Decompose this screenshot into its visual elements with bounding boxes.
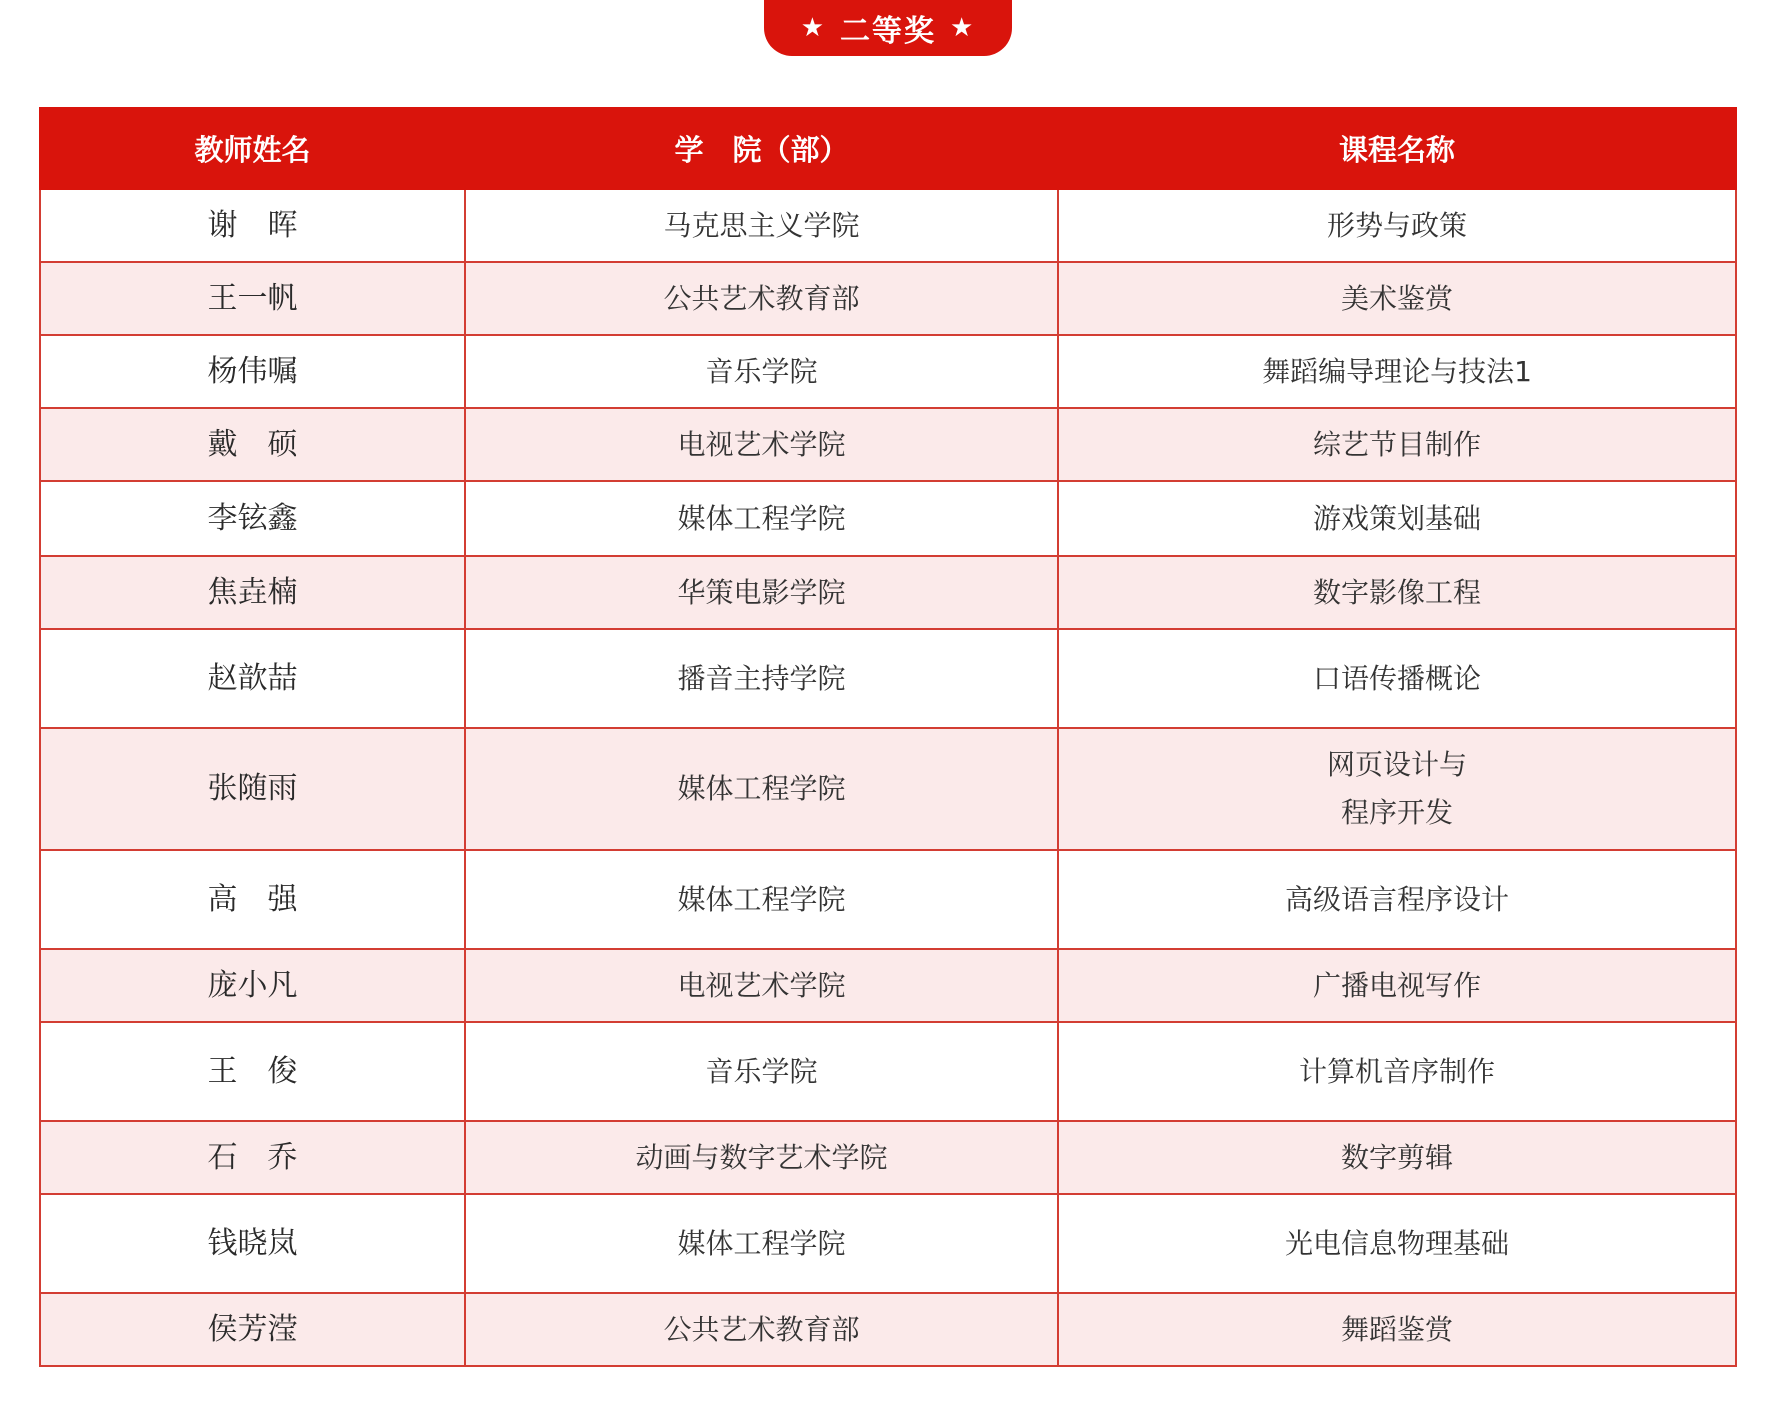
award-table bbox=[39, 107, 1737, 1367]
header-teacher-name: 教师姓名 bbox=[40, 108, 465, 189]
table-row bbox=[40, 1121, 1736, 1194]
course-cell: 广播电视写作 bbox=[1058, 949, 1736, 1022]
college-cell: 播音主持学院 bbox=[465, 629, 1058, 728]
course-cell: 数字剪辑 bbox=[1058, 1121, 1736, 1194]
teacher-name-cell: 焦垚楠 bbox=[40, 556, 465, 629]
table-row bbox=[40, 949, 1736, 1022]
college-cell: 媒体工程学院 bbox=[465, 728, 1058, 850]
teacher-name-cell: 谢 晖 bbox=[40, 189, 465, 262]
college-cell: 公共艺术教育部 bbox=[465, 262, 1058, 335]
course-cell: 舞蹈编导理论与技法1 bbox=[1058, 335, 1736, 408]
college-cell: 电视艺术学院 bbox=[465, 949, 1058, 1022]
course-line-1: 网页设计与 bbox=[1326, 748, 1467, 781]
table-header-row bbox=[40, 108, 1736, 189]
course-cell: 高级语言程序设计 bbox=[1058, 850, 1736, 949]
table-row bbox=[40, 1022, 1736, 1121]
college-cell: 媒体工程学院 bbox=[465, 481, 1058, 556]
table-row bbox=[40, 1293, 1736, 1366]
teacher-name-cell: 王一帆 bbox=[40, 262, 465, 335]
teacher-name-cell: 赵歆喆 bbox=[40, 629, 465, 728]
star-icon: ★ bbox=[950, 13, 976, 43]
teacher-name-cell: 戴 硕 bbox=[40, 408, 465, 481]
star-icon: ★ bbox=[800, 13, 826, 43]
course-cell: 舞蹈鉴赏 bbox=[1058, 1293, 1736, 1366]
award-title-badge bbox=[764, 0, 1012, 56]
table-row bbox=[40, 189, 1736, 262]
table-row bbox=[40, 481, 1736, 556]
course-cell: 形势与政策 bbox=[1058, 189, 1736, 262]
award-title: 二等奖 bbox=[840, 14, 936, 49]
teacher-name-cell: 钱晓岚 bbox=[40, 1194, 465, 1293]
teacher-name-cell: 王 俊 bbox=[40, 1022, 465, 1121]
college-cell: 华策电影学院 bbox=[465, 556, 1058, 629]
college-cell: 音乐学院 bbox=[465, 1022, 1058, 1121]
college-cell: 公共艺术教育部 bbox=[465, 1293, 1058, 1366]
college-cell: 音乐学院 bbox=[465, 335, 1058, 408]
college-cell: 马克思主义学院 bbox=[465, 189, 1058, 262]
award-table-container bbox=[39, 107, 1735, 1367]
course-cell: 计算机音序制作 bbox=[1058, 1022, 1736, 1121]
teacher-name-cell: 杨伟嘱 bbox=[40, 335, 465, 408]
course-line-2: 程序开发 bbox=[1340, 796, 1453, 829]
course-cell bbox=[1058, 728, 1736, 850]
table-row bbox=[40, 262, 1736, 335]
teacher-name-cell: 高 强 bbox=[40, 850, 465, 949]
course-cell: 口语传播概论 bbox=[1058, 629, 1736, 728]
course-cell: 美术鉴赏 bbox=[1058, 262, 1736, 335]
header-course-name: 课程名称 bbox=[1058, 108, 1736, 189]
college-cell: 电视艺术学院 bbox=[465, 408, 1058, 481]
table-row bbox=[40, 728, 1736, 850]
course-cell: 游戏策划基础 bbox=[1058, 481, 1736, 556]
course-cell: 光电信息物理基础 bbox=[1058, 1194, 1736, 1293]
college-cell: 动画与数字艺术学院 bbox=[465, 1121, 1058, 1194]
teacher-name-cell: 张随雨 bbox=[40, 728, 465, 850]
teacher-name-cell: 石 乔 bbox=[40, 1121, 465, 1194]
college-cell: 媒体工程学院 bbox=[465, 850, 1058, 949]
table-row bbox=[40, 408, 1736, 481]
teacher-name-cell: 侯芳滢 bbox=[40, 1293, 465, 1366]
table-row bbox=[40, 850, 1736, 949]
teacher-name-cell: 李铉鑫 bbox=[40, 481, 465, 556]
course-cell: 数字影像工程 bbox=[1058, 556, 1736, 629]
table-row bbox=[40, 335, 1736, 408]
header-college: 学 院（部） bbox=[465, 108, 1058, 189]
college-cell: 媒体工程学院 bbox=[465, 1194, 1058, 1293]
teacher-name-cell: 庞小凡 bbox=[40, 949, 465, 1022]
table-row bbox=[40, 556, 1736, 629]
course-cell: 综艺节目制作 bbox=[1058, 408, 1736, 481]
table-row bbox=[40, 629, 1736, 728]
table-row bbox=[40, 1194, 1736, 1293]
